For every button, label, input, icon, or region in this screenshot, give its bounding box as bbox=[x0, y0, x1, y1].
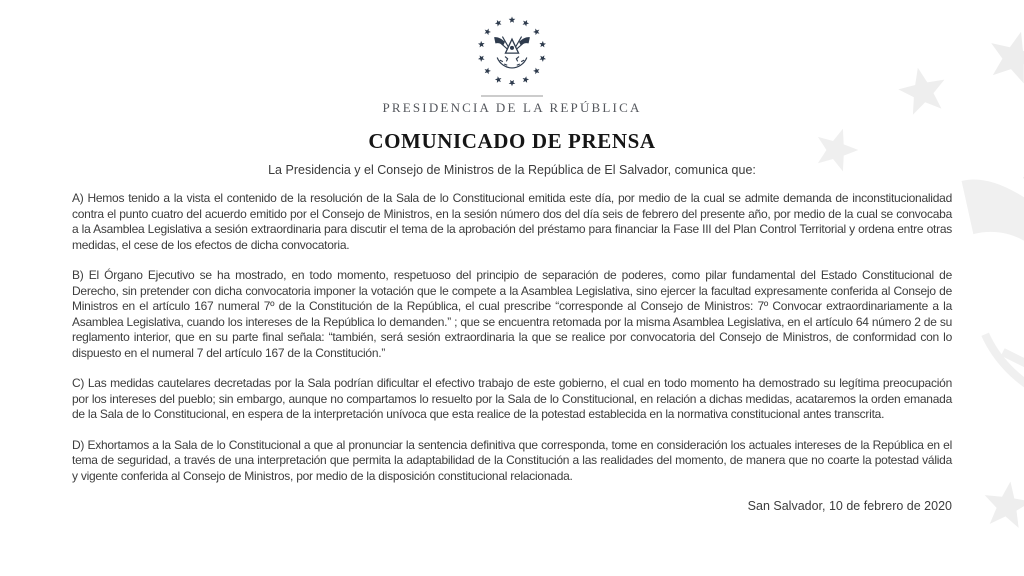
press-release-title: COMUNICADO DE PRENSA bbox=[368, 129, 656, 153]
intro-line: La Presidencia y el Consejo de Ministros de la República de El Salvador, comunica que: bbox=[268, 163, 756, 177]
letterhead-divider bbox=[481, 95, 543, 97]
paragraph-a: A) Hemos tenido a la vista el contenido de la resolución de la Sala de lo Constitucional emitida este día, por medio de la cual se admite demanda de inconstitucionalidad contra el punto cuatro del acuerdo emitido por el Consejo de Ministros, en la sesión número dos del día seis de febrero del presente año, por medio de la cual se convocaba a la Asamblea Legislativa a sesión extraordinaria para discutir el tema de la aprobación del préstamo para financiar la Fase III del Plan Control Territorial y ordena entre otras medidas, el cese de los efectos de dicha convocatoria. bbox=[72, 191, 952, 252]
paragraph-b: B) El Órgano Ejecutivo se ha mostrado, en todo momento, respetuoso del principio de separación de poderes, como pilar fundamental del Estado Constitucional de Derecho, sin pretender con dicha convocatoria imponer la votación que le compete a la Asamblea Legislativa, sino ejercer la facultad expresamente conferida al Consejo de Ministros en el artículo 167 numeral 7º de la Constitución de la República, el cual prescribe “corresponde al Consejo de Ministros: 7º Convocar extraordinariamente a la Asamblea Legislativa, cuando los intereses de la República lo demanden.” ; que se encuentra retomada por la misma Asamblea Legislativa, en el artículo 64 número 2 de su reglamento interior, que en su parte final señala: “también, será sesión extraordinaria la que se realice por convocatoria del Consejo de Ministros, de conformidad con lo dispuesto en el numeral 7 del artículo 167 de la Constitución.” bbox=[72, 268, 952, 360]
coat-of-arms-emblem bbox=[468, 13, 556, 95]
paragraph-c: C) Las medidas cautelares decretadas por la Sala podrían dificultar el efectivo trabajo de este gobierno, el cual en todo momento ha demostrado su legítima preocupación por los intereses del pueblo; sin embargo, aunque no compartamos lo resuelto por la Sala de lo Constitucional, en relación a dichas medidas, acataremos la orden emanada de la Sala de lo Constitucional, en espera de la interpretación unívoca que esta realice de la potestad establecida en la normativa constitucional antes transcrita. bbox=[72, 376, 952, 421]
paragraph-d: D) Exhortamos a la Sala de lo Constitucional a que al pronunciar la sentencia definitiva que corresponda, tome en consideración los actuales intereses de la República en el tema de seguridad, a través de una interpretación que permita la adaptabilidad de la Constitución a las realidades del momento, de manera que no coarte la potestad válida y vigente conferida al Consejo de Ministros, por medio de la disposición constitucional relacionada. bbox=[72, 437, 952, 483]
body-text bbox=[72, 191, 952, 514]
central-coat-of-arms bbox=[494, 37, 530, 68]
dateline: San Salvador, 10 de febrero de 2020 bbox=[747, 499, 952, 513]
watermark-star-icon bbox=[886, 55, 960, 129]
watermark-star-icon bbox=[972, 16, 1024, 99]
org-name: PRESIDENCIA DE LA REPÚBLICA bbox=[382, 100, 642, 115]
watermark-star-icon bbox=[972, 471, 1024, 541]
